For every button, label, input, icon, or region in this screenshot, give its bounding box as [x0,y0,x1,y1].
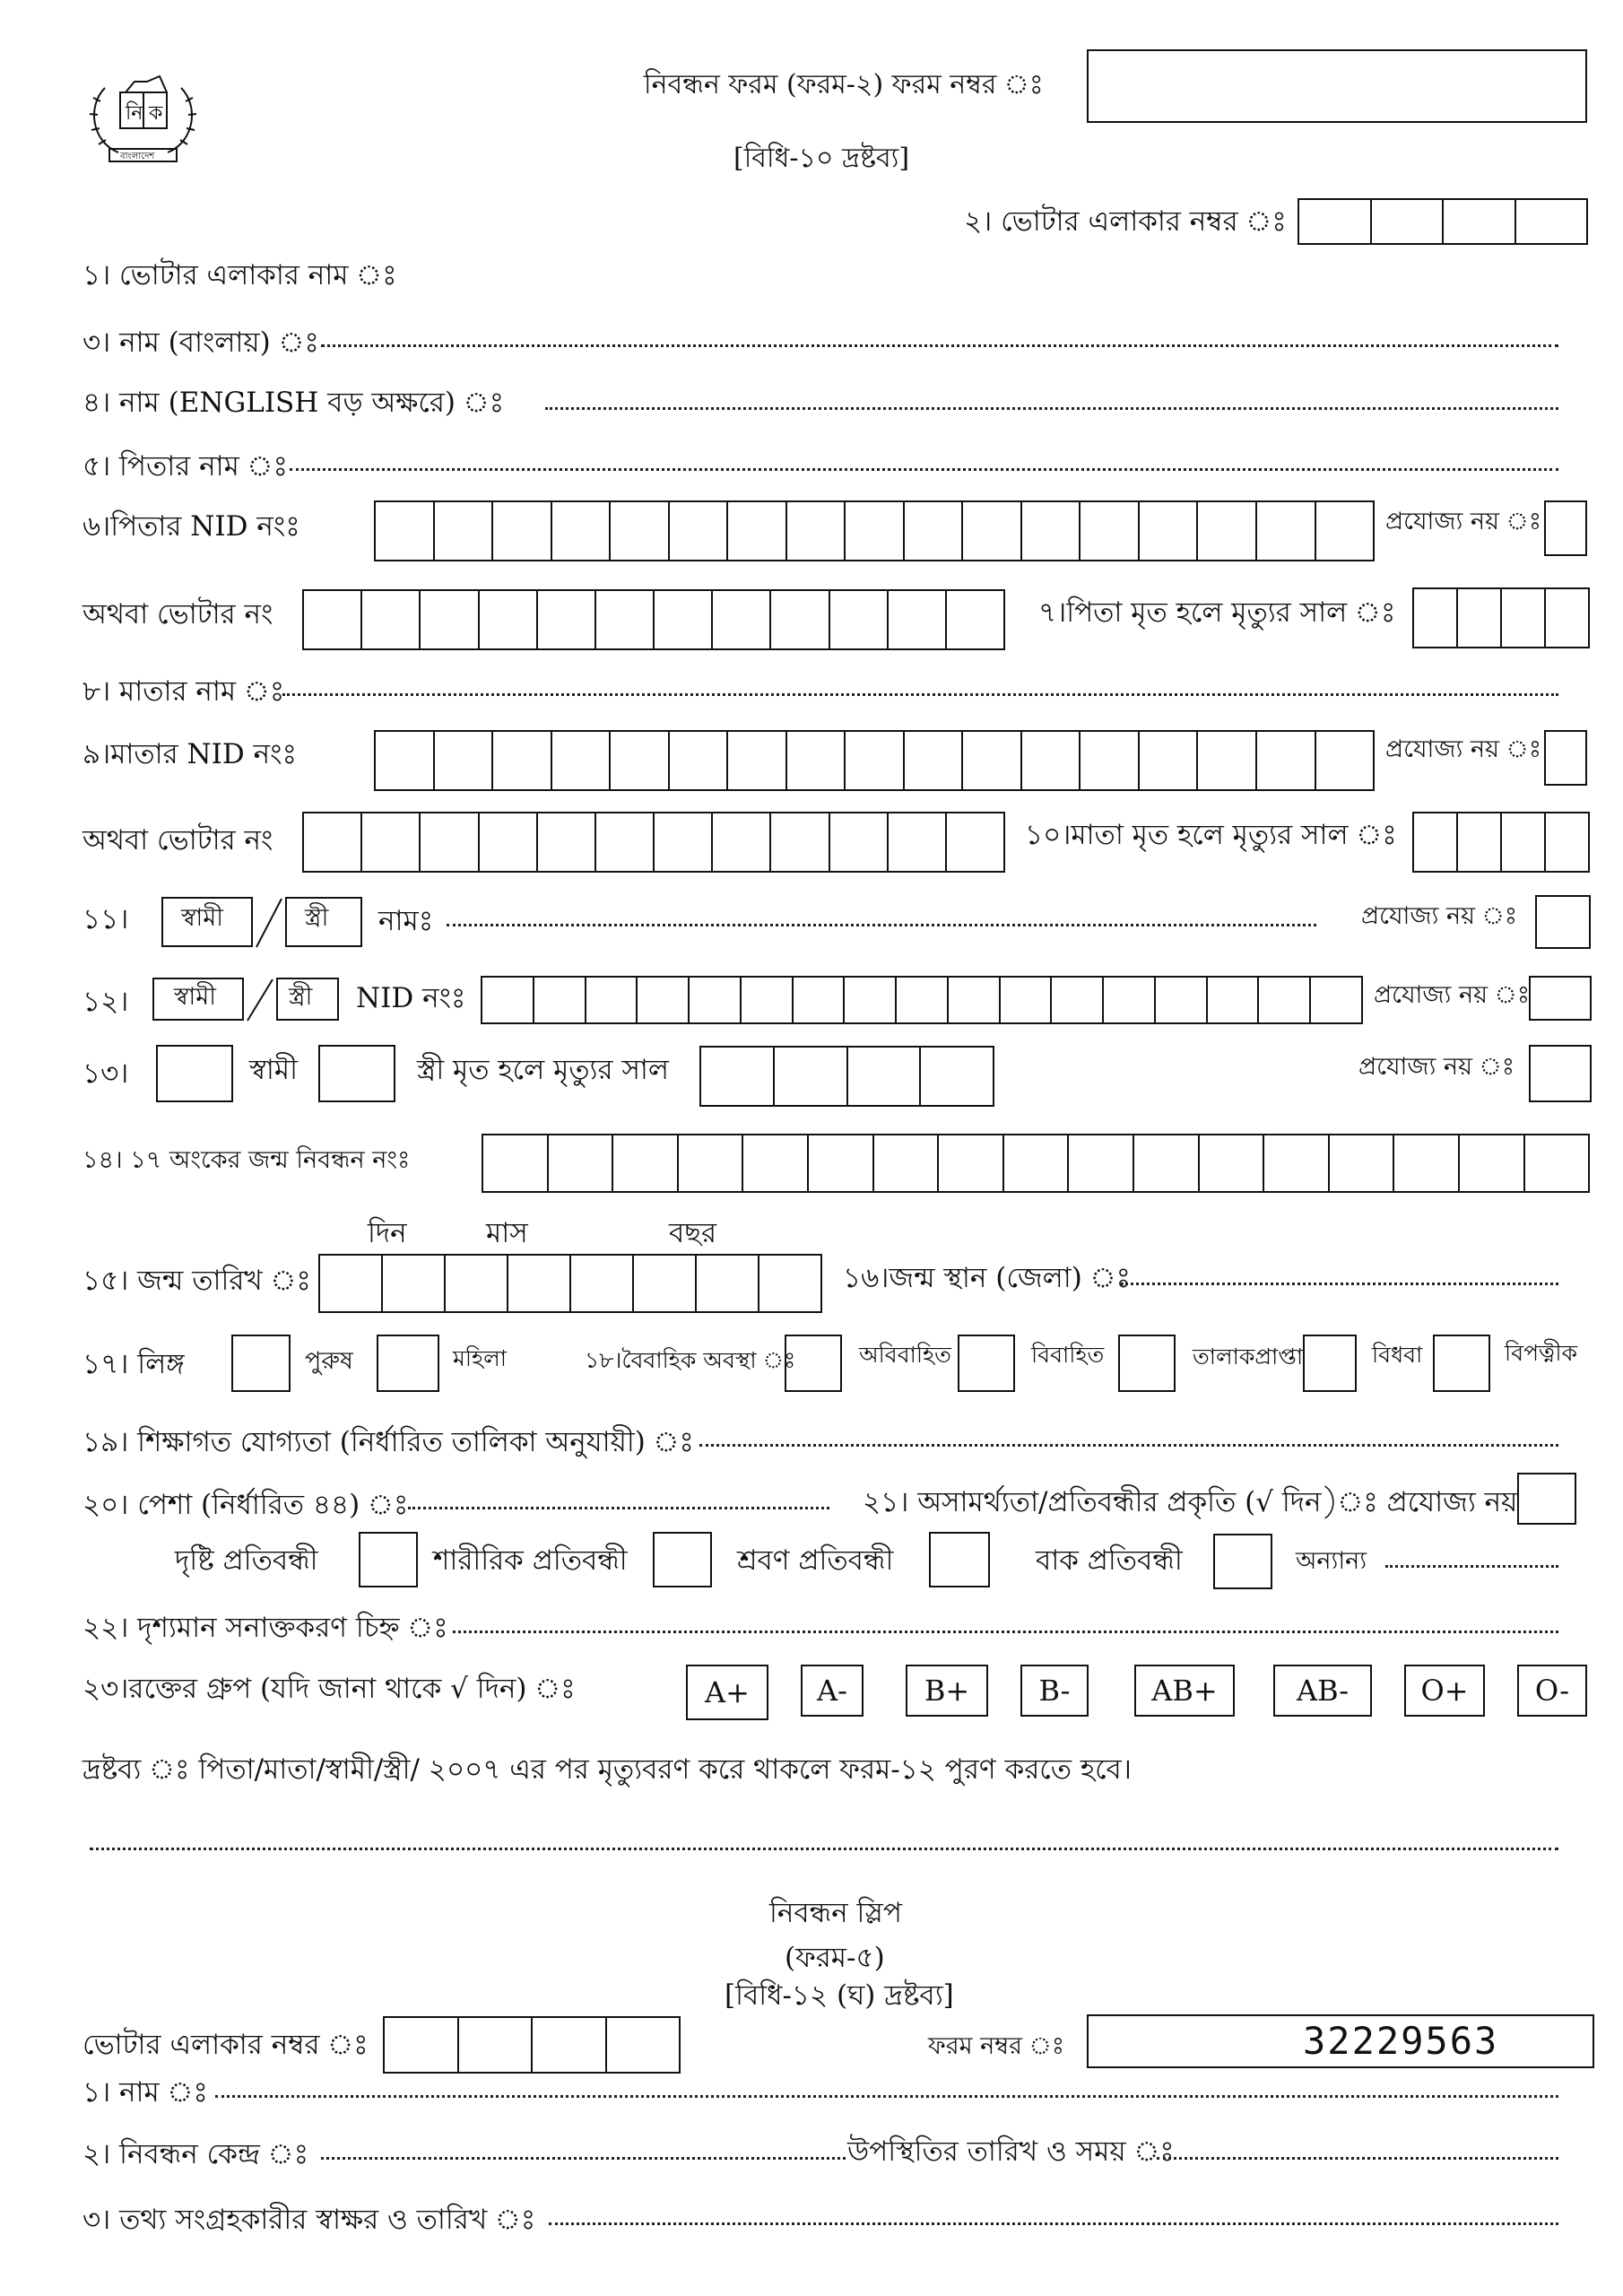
blood-group-b-pos[interactable]: B+ [906,1665,988,1717]
widow-checkbox[interactable] [1303,1335,1357,1392]
mother-voter-no-boxes[interactable] [302,812,1005,873]
logo-letter-right: ক [149,102,163,125]
speech-disability-checkbox[interactable] [1213,1534,1272,1589]
slip-form: (ফরম-৫) [785,1942,885,1974]
mother-nid-boxes[interactable] [374,730,1375,791]
day-header: দিন [368,1217,407,1249]
slip-center-label: ২। নিবন্ধন কেন্দ্র ঃ [82,2138,309,2170]
slip-area-number-boxes[interactable] [383,2016,681,2074]
slip-attendance-line[interactable] [1157,2157,1558,2160]
slip-center-line[interactable] [321,2157,846,2160]
spouse-nid-label: NID নংঃ [356,982,466,1014]
spouse-nid-number: ১২। [82,986,129,1018]
father-death-year-label: ৭।পিতা মৃত হলে মৃত্যুর সাল ঃ [1038,596,1396,629]
mother-nid-label: ৯।মাতার NID নংঃ [82,738,298,770]
birth-reg-boxes[interactable] [482,1134,1590,1193]
father-name-label: ৫। পিতার নাম ঃ [82,450,288,483]
slip-collector-label: ৩। তথ্য সংগ্রহকারীর স্বাক্ষর ও তারিখ ঃ [82,2204,536,2236]
birth-reg-label: ১৪। ১৭ অংকের জন্ম নিবন্ধন নংঃ [82,1146,411,1174]
name-bangla-label: ৩। নাম (বাংলায়) ঃ [82,326,319,359]
identification-mark-label: ২২। দৃশ্যমান সনাক্তকরণ চিহ্ন ঃ [82,1612,448,1644]
slip-area-number-label: ভোটার এলাকার নম্বর ঃ [82,2029,369,2061]
slip-collector-line[interactable] [549,2222,1558,2225]
name-english-line[interactable] [545,407,1558,410]
hearing-disability-label: শ্রবণ প্রতিবন্ধী [737,1544,894,1577]
note-text: দ্রষ্টব্য ঃ পিতা/মাতা/স্বামী/স্ত্রী/ ২০০৭ এর পর মৃত্যুবরণ করে থাকলে ফরম-১২ পুরণ করতে হবে। [82,1753,1132,1786]
spouse-nid-boxes[interactable] [481,976,1363,1024]
father-nid-label: ৬।পিতার NID নংঃ [82,510,300,543]
education-label: ১৯। শিক্ষাগত যোগ্যতা (নির্ধারিত তালিকা অনুযায়ী) ঃ [82,1426,694,1458]
blood-group-label: ২৩।রক্তের গ্রুপ (যদি জানা থাকে √ দিন) ঃ [82,1673,576,1705]
voter-area-number-label: ২। ভোটার এলাকার নম্বর ঃ [964,205,1287,238]
other-disability-label: অন্যান্য [1296,1547,1367,1575]
other-disability-line[interactable] [1385,1565,1558,1568]
year-header: বছর [669,1217,717,1249]
father-nid-boxes[interactable] [374,500,1375,561]
wife-death-checkbox[interactable] [318,1045,395,1102]
mother-nid-na-checkbox[interactable] [1544,730,1587,786]
blood-group-ab-neg[interactable]: AB- [1273,1665,1372,1717]
mother-death-year-boxes[interactable] [1412,812,1590,873]
male-label: পুরুষ [305,1347,353,1375]
occupation-line[interactable] [408,1507,829,1509]
father-nid-na-checkbox[interactable] [1544,500,1587,556]
mother-nid-na-label: প্রযোজ্য নয় ঃ [1385,735,1542,763]
blood-group-o-pos[interactable]: O+ [1404,1665,1485,1717]
spouse-nid-na-checkbox[interactable] [1529,976,1592,1021]
visual-disability-label: দৃষ্টি প্রতিবন্ধী [175,1544,318,1577]
husband-nid-option-label: স্বামী [174,983,216,1011]
female-checkbox[interactable] [377,1335,439,1392]
mother-name-label: ৮। মাতার নাম ঃ [82,675,285,708]
speech-disability-label: বাক প্রতিবন্ধী [1036,1544,1183,1577]
physical-disability-checkbox[interactable] [653,1532,712,1587]
logo-text: বাংলাদেশ [120,152,155,161]
month-header: মাস [486,1217,528,1249]
gender-label: ১৭। লিঙ্গ [82,1348,185,1380]
spouse-nid-na-label: প্রযোজ্য নয় ঃ [1374,981,1531,1009]
spouse-name-line[interactable] [447,924,1316,926]
election-commission-logo [82,52,204,173]
education-line[interactable] [699,1444,1558,1447]
birth-place-line[interactable] [1121,1283,1558,1285]
blood-group-a-pos[interactable]: A+ [686,1665,768,1720]
spouse-death-number: ১৩। [82,1057,129,1090]
slip-name-label: ১। নাম ঃ [82,2076,208,2109]
birth-place-label: ১৬।জন্ম স্থান (জেলা) ঃ [843,1262,1132,1294]
spouse-death-year-label: স্ত্রী মৃত হলে মৃত্যুর সাল [417,1054,670,1086]
married-checkbox[interactable] [958,1335,1015,1392]
voter-area-number-boxes[interactable] [1298,198,1588,245]
mother-voter-no-label: অথবা ভোটার নং [82,824,273,857]
spouse-name-na-checkbox[interactable] [1535,895,1591,949]
spouse-death-na-label: প্রযোজ্য নয় ঃ [1358,1053,1515,1081]
father-death-year-boxes[interactable] [1412,587,1590,648]
blood-group-ab-pos[interactable]: AB+ [1134,1665,1235,1717]
divorced-checkbox[interactable] [1118,1335,1176,1392]
widower-checkbox[interactable] [1433,1335,1490,1392]
slip-attendance-label: উপস্থিতির তারিখ ও সময় ঃ [847,2135,1175,2168]
unmarried-checkbox[interactable] [785,1335,842,1392]
form-title: নিবন্ধন ফরম (ফরম-২) ফরম নম্বর ঃ [644,69,1044,100]
slip-form-number-value: 32229563 [1303,2019,1499,2063]
birth-date-boxes[interactable] [318,1254,822,1313]
slip-rule: [বিধি-১২ (ঘ) দ্রষ্টব্য] [725,1979,954,2012]
divorced-label: তালাকপ্রাপ্তা [1193,1344,1304,1370]
name-english-label: ৪। নাম (ENGLISH বড় অক্ষরে) ঃ [82,387,505,419]
female-label: মহিলা [453,1345,508,1371]
widower-label: বিপত্নীক [1505,1340,1578,1366]
father-name-line[interactable] [290,468,1558,471]
form-number-box[interactable] [1087,49,1587,123]
unmarried-label: অবিবাহিত [859,1342,951,1368]
slash-separator [253,897,285,949]
birth-date-label: ১৫। জন্ম তারিখ ঃ [82,1265,311,1297]
marital-status-label: ১৮।বৈবাহিক অবস্থা ঃ [585,1347,796,1373]
father-nid-na-label: প্রযোজ্য নয় ঃ [1385,508,1542,535]
identification-mark-line[interactable] [453,1631,1558,1633]
married-label: বিবাহিত [1031,1342,1105,1368]
slip-title: নিবন্ধন স্লিপ [769,1897,902,1929]
spouse-name-na-label: প্রযোজ্য নয় ঃ [1361,902,1518,930]
father-voter-no-label: অথবা ভোটার নং [82,598,273,631]
slash-separator-2 [244,978,276,1022]
husband-option-label: স্বামী [181,904,223,932]
wife-option-label: স্ত্রী [305,904,329,932]
wife-nid-option-label: স্ত্রী [289,983,313,1011]
male-checkbox[interactable] [231,1335,291,1392]
blood-group-a-neg[interactable]: A- [801,1665,864,1717]
widow-label: বিধবা [1372,1342,1423,1368]
slip-name-line[interactable] [215,2095,1558,2098]
logo-letter-left: নি [126,102,143,125]
hearing-disability-checkbox[interactable] [929,1532,990,1587]
disability-na-checkbox[interactable] [1517,1473,1576,1525]
voter-area-name-label: ১। ভোটার এলাকার নাম ঃ [82,259,397,291]
name-bangla-line[interactable] [321,344,1558,347]
blood-group-o-neg[interactable]: O- [1517,1665,1587,1717]
slip-form-number-label: ফরম নম্বর ঃ [928,2032,1065,2060]
husband-death-label: স্বামী [249,1054,298,1086]
disability-label: ২১। অসামর্থ্যতা/প্রতিবন্ধীর প্রকৃতি (√ দিন)ঃ প্রযোজ্য নয় [863,1486,1518,1518]
visual-disability-checkbox[interactable] [359,1532,418,1587]
mother-death-year-label: ১০।মাতা মৃত হলে মৃত্যুর সাল ঃ [1025,819,1397,851]
spouse-name-number: ১১। [82,903,129,935]
occupation-label: ২০। পেশা (নির্ধারিত ৪৪) ঃ [82,1489,409,1521]
physical-disability-label: শারীরিক প্রতিবন্ধী [433,1544,628,1577]
spouse-death-na-checkbox[interactable] [1529,1045,1592,1102]
husband-death-checkbox[interactable] [156,1045,233,1102]
separator-dots [90,1848,1558,1850]
spouse-name-label: নামঃ [378,905,434,937]
spouse-death-year-boxes[interactable] [699,1046,994,1107]
rule-reference: [বিধি-১০ দ্রষ্টব্য] [733,143,910,174]
mother-name-line[interactable] [282,693,1558,696]
father-voter-no-boxes[interactable] [302,589,1005,650]
blood-group-b-neg[interactable]: B- [1020,1665,1089,1717]
